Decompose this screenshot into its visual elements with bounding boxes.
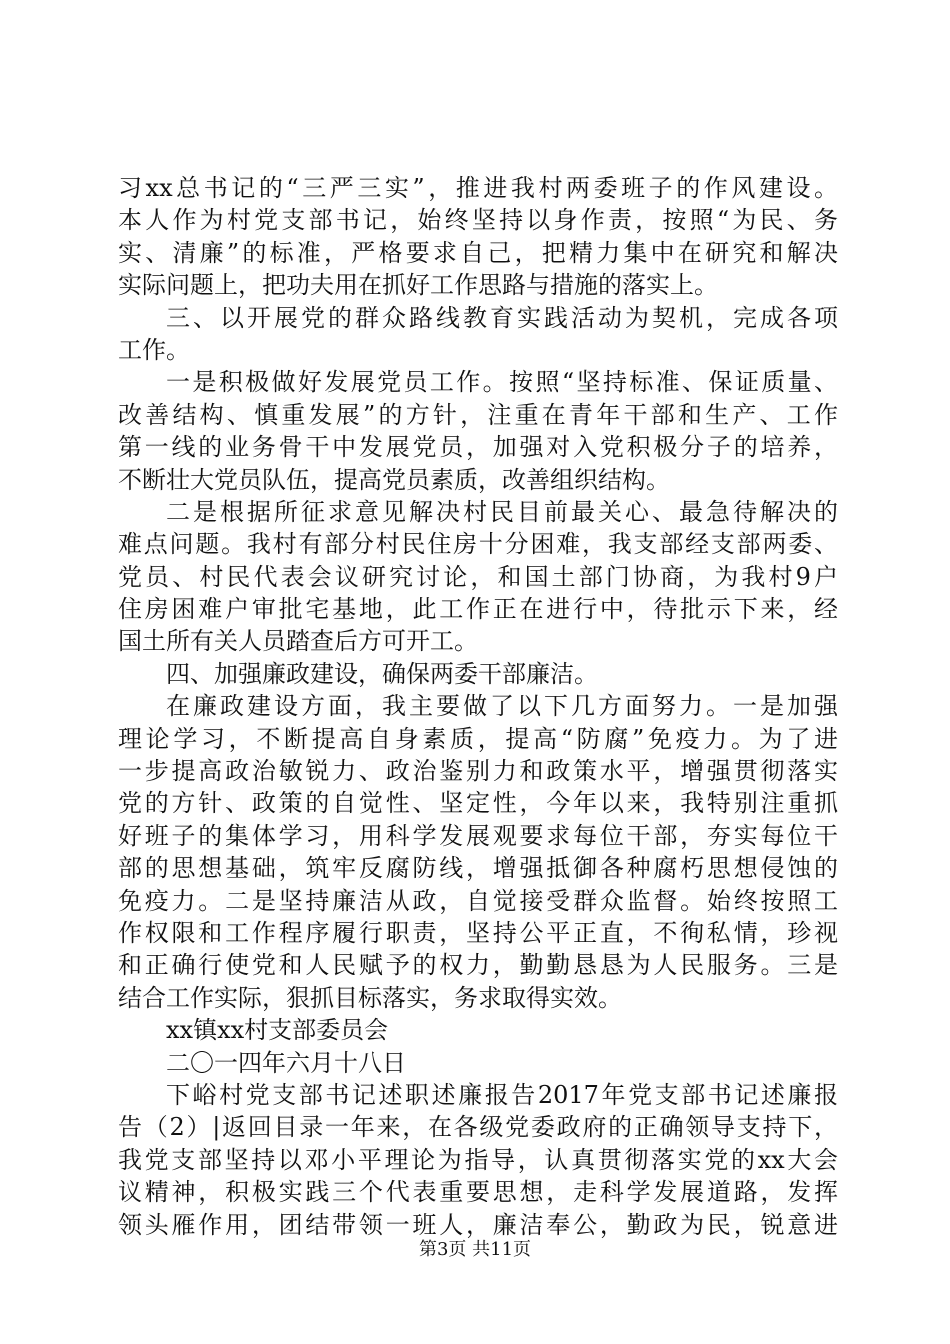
text-line: 工作。	[118, 335, 190, 364]
text-line: 我党支部坚持以邓小平理论为指导，认真贯彻落实党的xx大会	[118, 1145, 838, 1174]
text-line: 第一线的业务骨干中发展党员，加强对入党积极分子的培养，	[118, 433, 838, 462]
text-line: 党员、村民代表会议研究讨论，和国土部门协商，为我村9户	[118, 562, 838, 591]
text-line: 理论学习，不断提高自身素质，提高“防腐”免疫力。为了进	[118, 724, 838, 753]
text-line: 好班子的集体学习，用科学发展观要求每位干部，夯实每位干	[118, 821, 838, 850]
text-line: 议精神，积极实践三个代表重要思想，走科学发展道路，发挥	[118, 1178, 838, 1207]
text-line: 一步提高政治敏锐力、政治鉴别力和政策水平，增强贯彻落实	[118, 757, 838, 786]
text-line: 习xx总书记的“三严三实”，推进我村两委班子的作风建设。	[118, 174, 838, 202]
text-line: xx镇xx村支部委员会	[166, 1016, 389, 1045]
text-line: 免疫力。二是坚持廉洁从政，自觉接受群众监督。始终按照工	[118, 886, 838, 915]
text-line: 四、加强廉政建设，确保两委干部廉洁。	[166, 659, 598, 688]
text-line: 党的方针、政策的自觉性、坚定性，今年以来，我特别注重抓	[118, 789, 838, 818]
body-text	[118, 172, 838, 1241]
text-line: 在廉政建设方面，我主要做了以下几方面努力。一是加强	[166, 692, 838, 721]
text-line: 实际问题上，把功夫用在抓好工作思路与措施的落实上。	[118, 271, 718, 300]
text-line: 和正确行使党和人民赋予的权力，勤勤恳恳为人民服务。三是	[118, 951, 838, 980]
text-line: 本人作为村党支部书记，始终坚持以身作责，按照“为民、务	[118, 206, 838, 235]
text-line: 作权限和工作程序履行职责，坚持公平正直，不徇私情，珍视	[118, 918, 838, 947]
text-line: 实、清廉”的标准，严格要求自己，把精力集中在研究和解决	[118, 238, 838, 267]
text-line: 改善结构、慎重发展”的方针，注重在青年干部和生产、工作	[118, 400, 838, 429]
text-line: 下峪村党支部书记述职述廉报告2017年党支部书记述廉报	[166, 1080, 838, 1109]
text-line: 二是根据所征求意见解决村民目前最关心、最急待解决的	[166, 497, 838, 526]
page-footer: 第3页 共11页	[418, 1239, 532, 1260]
text-line: 一是积极做好发展党员工作。按照“坚持标准、保证质量、	[166, 368, 838, 397]
text-line: 住房困难户审批宅基地，此工作正在进行中，待批示下来，经	[118, 595, 838, 624]
text-line: 三、以开展党的群众路线教育实践活动为契机，完成各项	[166, 303, 838, 332]
text-line: 难点问题。我村有部分村民住房十分困难，我支部经支部两委、	[118, 530, 838, 559]
text-line: 结合工作实际，狠抓目标落实，务求取得实效。	[118, 983, 622, 1012]
text-line: 部的思想基础，筑牢反腐防线，增强抵御各种腐朽思想侵蚀的	[118, 854, 838, 883]
text-line: 不断壮大党员队伍，提高党员素质，改善组织结构。	[118, 465, 670, 494]
text-line: 国土所有关人员踏查后方可开工。	[118, 627, 478, 656]
text-line: 告（2）|返回目录一年来，在各级党委政府的正确领导支持下，	[118, 1113, 838, 1142]
text-line: 二〇一四年六月十八日	[166, 1048, 406, 1077]
text-line: 领头雁作用，团结带领一班人，廉洁奉公，勤政为民，锐意进	[118, 1210, 838, 1239]
